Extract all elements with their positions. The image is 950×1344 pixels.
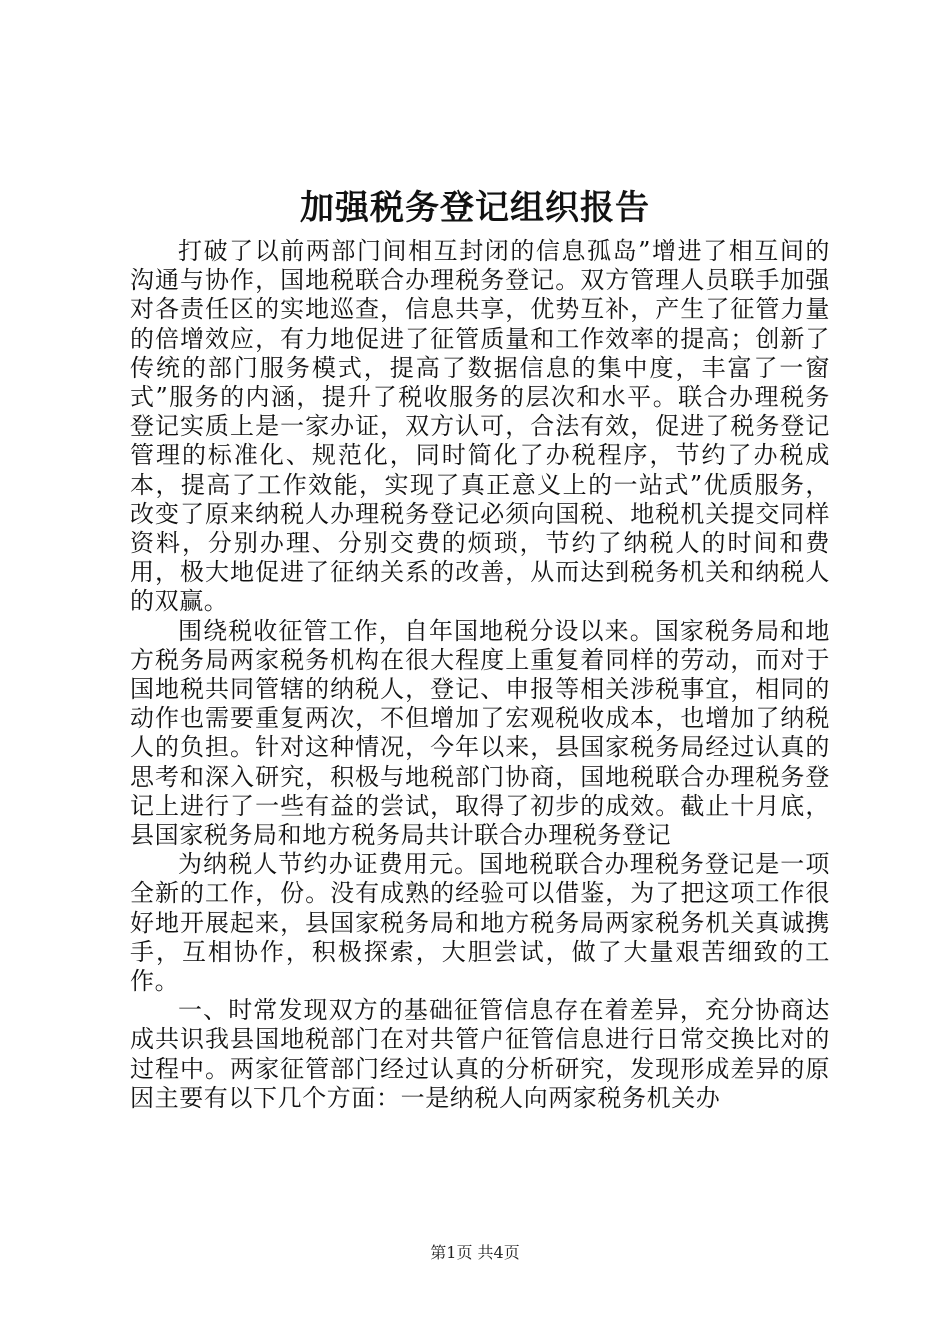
document-title: 加强税务登记组织报告: [300, 188, 650, 228]
document-body: [130, 237, 830, 1113]
paragraph-1: 打破了以前两部门间相互封闭的信息孤岛”增进了相互间的沟通与协作，国地税联合办理税务登记。双方管理人员联手加强对各责任区的实地巡查，信息共享，优势互补，产生了征管力量的倍增效应，有力地促进了征管质量和工作效率的提高；创新了传统的部门服务模式，提高了数据信息的集中度，丰富了一窗式”服务的内涵，提升了税收服务的层次和水平。联合办理税务登记实质上是一家办证，双方认可，合法有效，促进了税务登记管理的标准化、规范化，同时简化了办税程序，节约了办税成本，提高了工作效能，实现了真正意义上的一站式”优质服务，改变了原来纳税人办理税务登记必须向国税、地税机关提交同样资料，分别办理、分别交费的烦琐，节约了纳税人的时间和费用，极大地促进了征纳关系的改善，从而达到税务机关和纳税人的双赢。: [130, 237, 830, 616]
paragraph-2: 围绕税收征管工作，自年国地税分设以来。国家税务局和地方税务局两家税务机构在很大程度上重复着同样的劳动，而对于国地税共同管辖的纳税人，登记、申报等相关涉税事宜，相同的动作也需要重复两次，不但增加了宏观税收成本，也增加了纳税人的负担。针对这种情况，今年以来，县国家税务局经过认真的思考和深入研究，积极与地税部门协商，国地税联合办理税务登记上进行了一些有益的尝试，取得了初步的成效。截止十月底，县国家税务局和地方税务局共计联合办理税务登记: [130, 616, 830, 850]
paragraph-4: 一、时常发现双方的基础征管信息存在着差异，充分协商达成共识我县国地税部门在对共管户征管信息进行日常交换比对的过程中。两家征管部门经过认真的分析研究，发现形成差异的原因主要有以下几个方面：一是纳税人向两家税务机关办: [130, 996, 830, 1112]
page-footer: 第1页 共4页: [430, 1243, 520, 1262]
paragraph-3: 为纳税人节约办证费用元。国地税联合办理税务登记是一项全新的工作，份。没有成熟的经验可以借鉴，为了把这项工作很好地开展起来，县国家税务局和地方税务局两家税务机关真诚携手，互相协作，积极探索，大胆尝试，做了大量艰苦细致的工作。: [130, 850, 830, 996]
